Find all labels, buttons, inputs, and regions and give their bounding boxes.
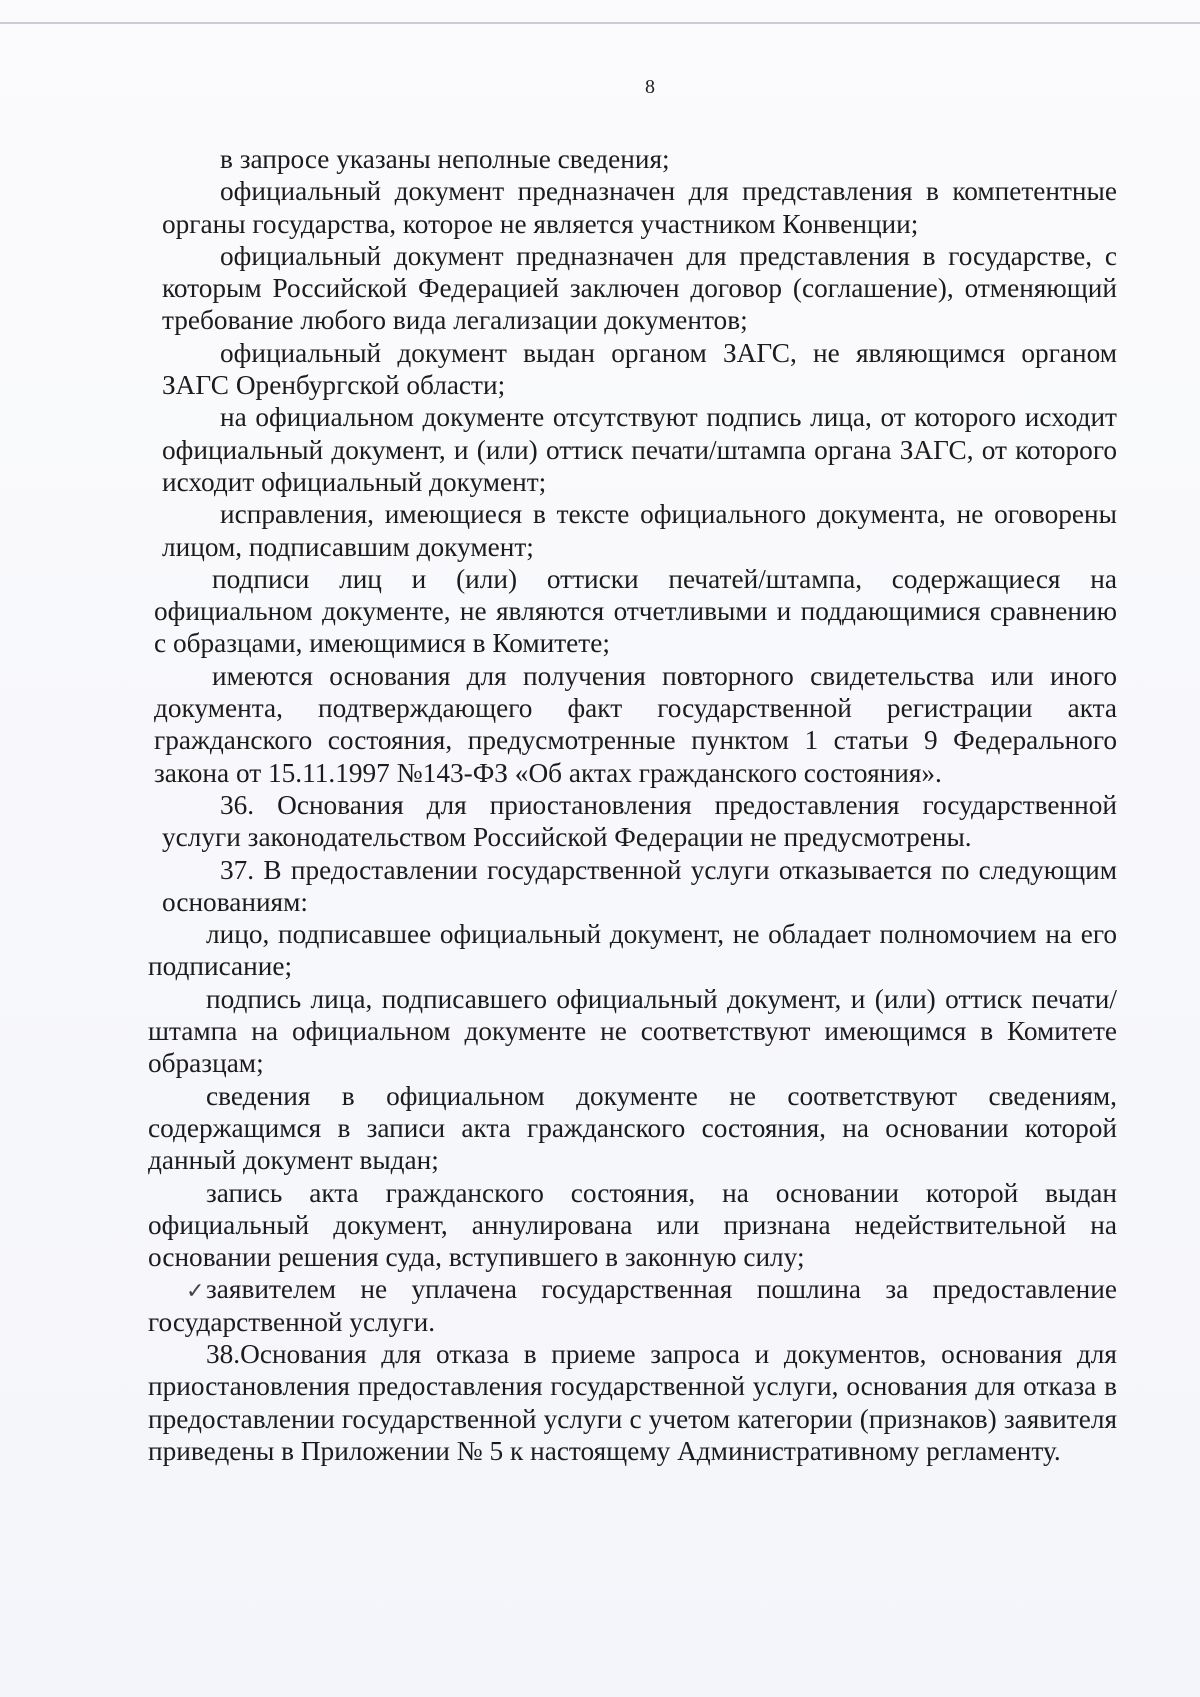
paragraph: 36. Основания для приостановления предоставления государственной услуги законодательством Российской Федерации не предусмотрены.	[162, 789, 1117, 853]
page-number: 8	[645, 76, 655, 98]
paragraph: на официальном документе отсутствуют подпись лица, от которого исходит официальный документ, и (или) оттиск печати/штампа органа ЗАГС, от которого исходит официальный документ;	[162, 402, 1117, 497]
paragraph: подпись лица, подписавшего официальный документ, и (или) оттиск печати/штампа на официальном документе не соответствуют имеющимся в Комитете образцам;	[148, 983, 1117, 1079]
paragraph: официальный документ выдан органом ЗАГС, не являющимся органом ЗАГС Оренбургской области;	[162, 337, 1117, 401]
page-top-edge	[0, 22, 1200, 24]
paragraph: 38.Основания для отказа в приеме запроса и документов, основания для приостановления предоставления государственной услуги, основания для отказа в предоставлении государственной услуги с учетом категории (признаков) заявителя приведены в Приложении № 5 к настоящему Административному регламенту.	[148, 1338, 1117, 1466]
paragraph: официальный документ предназначен для представления в компетентные органы государства, которое не является участником Конвенции;	[162, 176, 1117, 239]
paragraph: лицо, подписавшее официальный документ, не обладает полномочием на его подписание;	[148, 919, 1117, 982]
paragraph: запись акта гражданского состояния, на основании которой выдан официальный документ, аннулирована или признана недействительной на основании решения суда, вступившего в законную силу;	[148, 1177, 1117, 1273]
paragraph: сведения в официальном документе не соответствуют сведениям, содержащимся в записи акта гражданского состояния, на основании которой данный документ выдан;	[148, 1080, 1117, 1176]
paragraph: подписи лиц и (или) оттиски печатей/штампа, содержащиеся на официальном документе, не являются отчетливыми и поддающимися сравнению с образцами, имеющимися в Комитете;	[154, 563, 1117, 659]
handwritten-check-mark-icon: ✓	[186, 1278, 205, 1304]
paragraph: 37. В предоставлении государственной услуги отказывается по следующим основаниям:	[162, 854, 1117, 917]
paragraph: официальный документ предназначен для представления в государстве, с которым Российской Федерацией заключен договор (соглашение), отменяющий требование любого вида легализации документов;	[162, 240, 1117, 336]
paragraph-with-checkmark	[148, 1273, 1117, 1338]
paragraph: исправления, имеющиеся в тексте официального документа, не оговорены лицом, подписавшим документ;	[162, 499, 1117, 562]
paragraph-text: заявителем не уплачена государственная пошлина за предоставление государственной услуги.	[148, 1274, 1117, 1337]
paragraph: в запросе указаны неполные сведения;	[220, 144, 670, 174]
document-body	[148, 143, 1117, 1467]
paragraph: имеются основания для получения повторного свидетельства или иного документа, подтверждающего факт государственной регистрации акта гражданского состояния, предусмотренные пунктом 1 статьи 9 Федерального закона от 15.11.1997 №143-ФЗ «Об актах гражданского состояния».	[154, 660, 1117, 788]
